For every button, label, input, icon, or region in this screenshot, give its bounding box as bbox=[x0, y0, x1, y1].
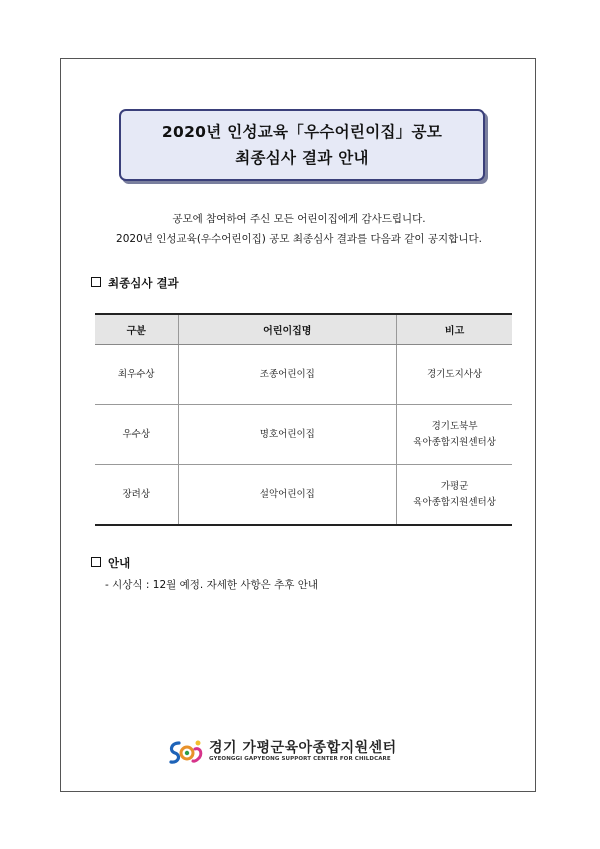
cell-category: 최우수상 bbox=[95, 345, 178, 405]
cell-note bbox=[397, 345, 512, 405]
childcare-center-logo-icon bbox=[165, 737, 205, 767]
title-line-1: 2020년 인성교육「우수어린이집」공모 bbox=[161, 123, 443, 141]
cell-name: 명호어린이집 bbox=[178, 405, 397, 465]
cell-name: 설악어린이집 bbox=[178, 465, 397, 526]
results-table bbox=[95, 313, 512, 526]
note-line-1: 경기도지사상 bbox=[427, 368, 483, 380]
title-box bbox=[119, 109, 485, 181]
notice-heading-text: 안내 bbox=[108, 556, 131, 570]
footer-logo bbox=[165, 737, 405, 767]
header-name: 어린이집명 bbox=[178, 314, 397, 345]
table-row bbox=[95, 345, 512, 405]
note-line-1: 경기도북부 bbox=[431, 420, 478, 432]
note-line-2: 육아종합지원센터상 bbox=[413, 496, 496, 508]
intro-text bbox=[61, 209, 537, 249]
table-row bbox=[95, 405, 512, 465]
intro-line-2: 2020년 인성교육(우수어린이집) 공모 최종심사 결과를 다음과 같이 공지합니다. bbox=[116, 233, 482, 245]
results-heading-text: 최종심사 결과 bbox=[108, 276, 179, 290]
header-note: 비고 bbox=[397, 314, 512, 345]
cell-note bbox=[397, 465, 512, 526]
table-row bbox=[95, 465, 512, 526]
header-category: 구분 bbox=[95, 314, 178, 345]
table-header-row bbox=[95, 314, 512, 345]
cell-note bbox=[397, 405, 512, 465]
intro-line-1: 공모에 참여하여 주신 모든 어린이집에게 감사드립니다. bbox=[172, 213, 426, 225]
footer-center-name: 경기 가평군육아종합지원센터 bbox=[209, 740, 397, 756]
document-page bbox=[60, 58, 536, 792]
square-bullet-icon bbox=[91, 557, 101, 567]
cell-category: 우수상 bbox=[95, 405, 178, 465]
footer-english-name: GYEONGGI GAPYEONG SUPPORT CENTER FOR CHILDCARE bbox=[209, 756, 391, 762]
notice-section-heading bbox=[91, 555, 130, 571]
note-line-2: 육아종합지원센터상 bbox=[413, 436, 496, 448]
cell-category: 장려상 bbox=[95, 465, 178, 526]
note-line-1: 가평군 bbox=[440, 480, 469, 492]
title-line-2: 최종심사 결과 안내 bbox=[235, 149, 369, 167]
cell-name: 조종어린이집 bbox=[178, 345, 397, 405]
results-section-heading bbox=[91, 275, 179, 291]
square-bullet-icon bbox=[91, 277, 101, 287]
notice-item: - 시상식 : 12월 예정. 자세한 사항은 추후 안내 bbox=[105, 579, 319, 591]
